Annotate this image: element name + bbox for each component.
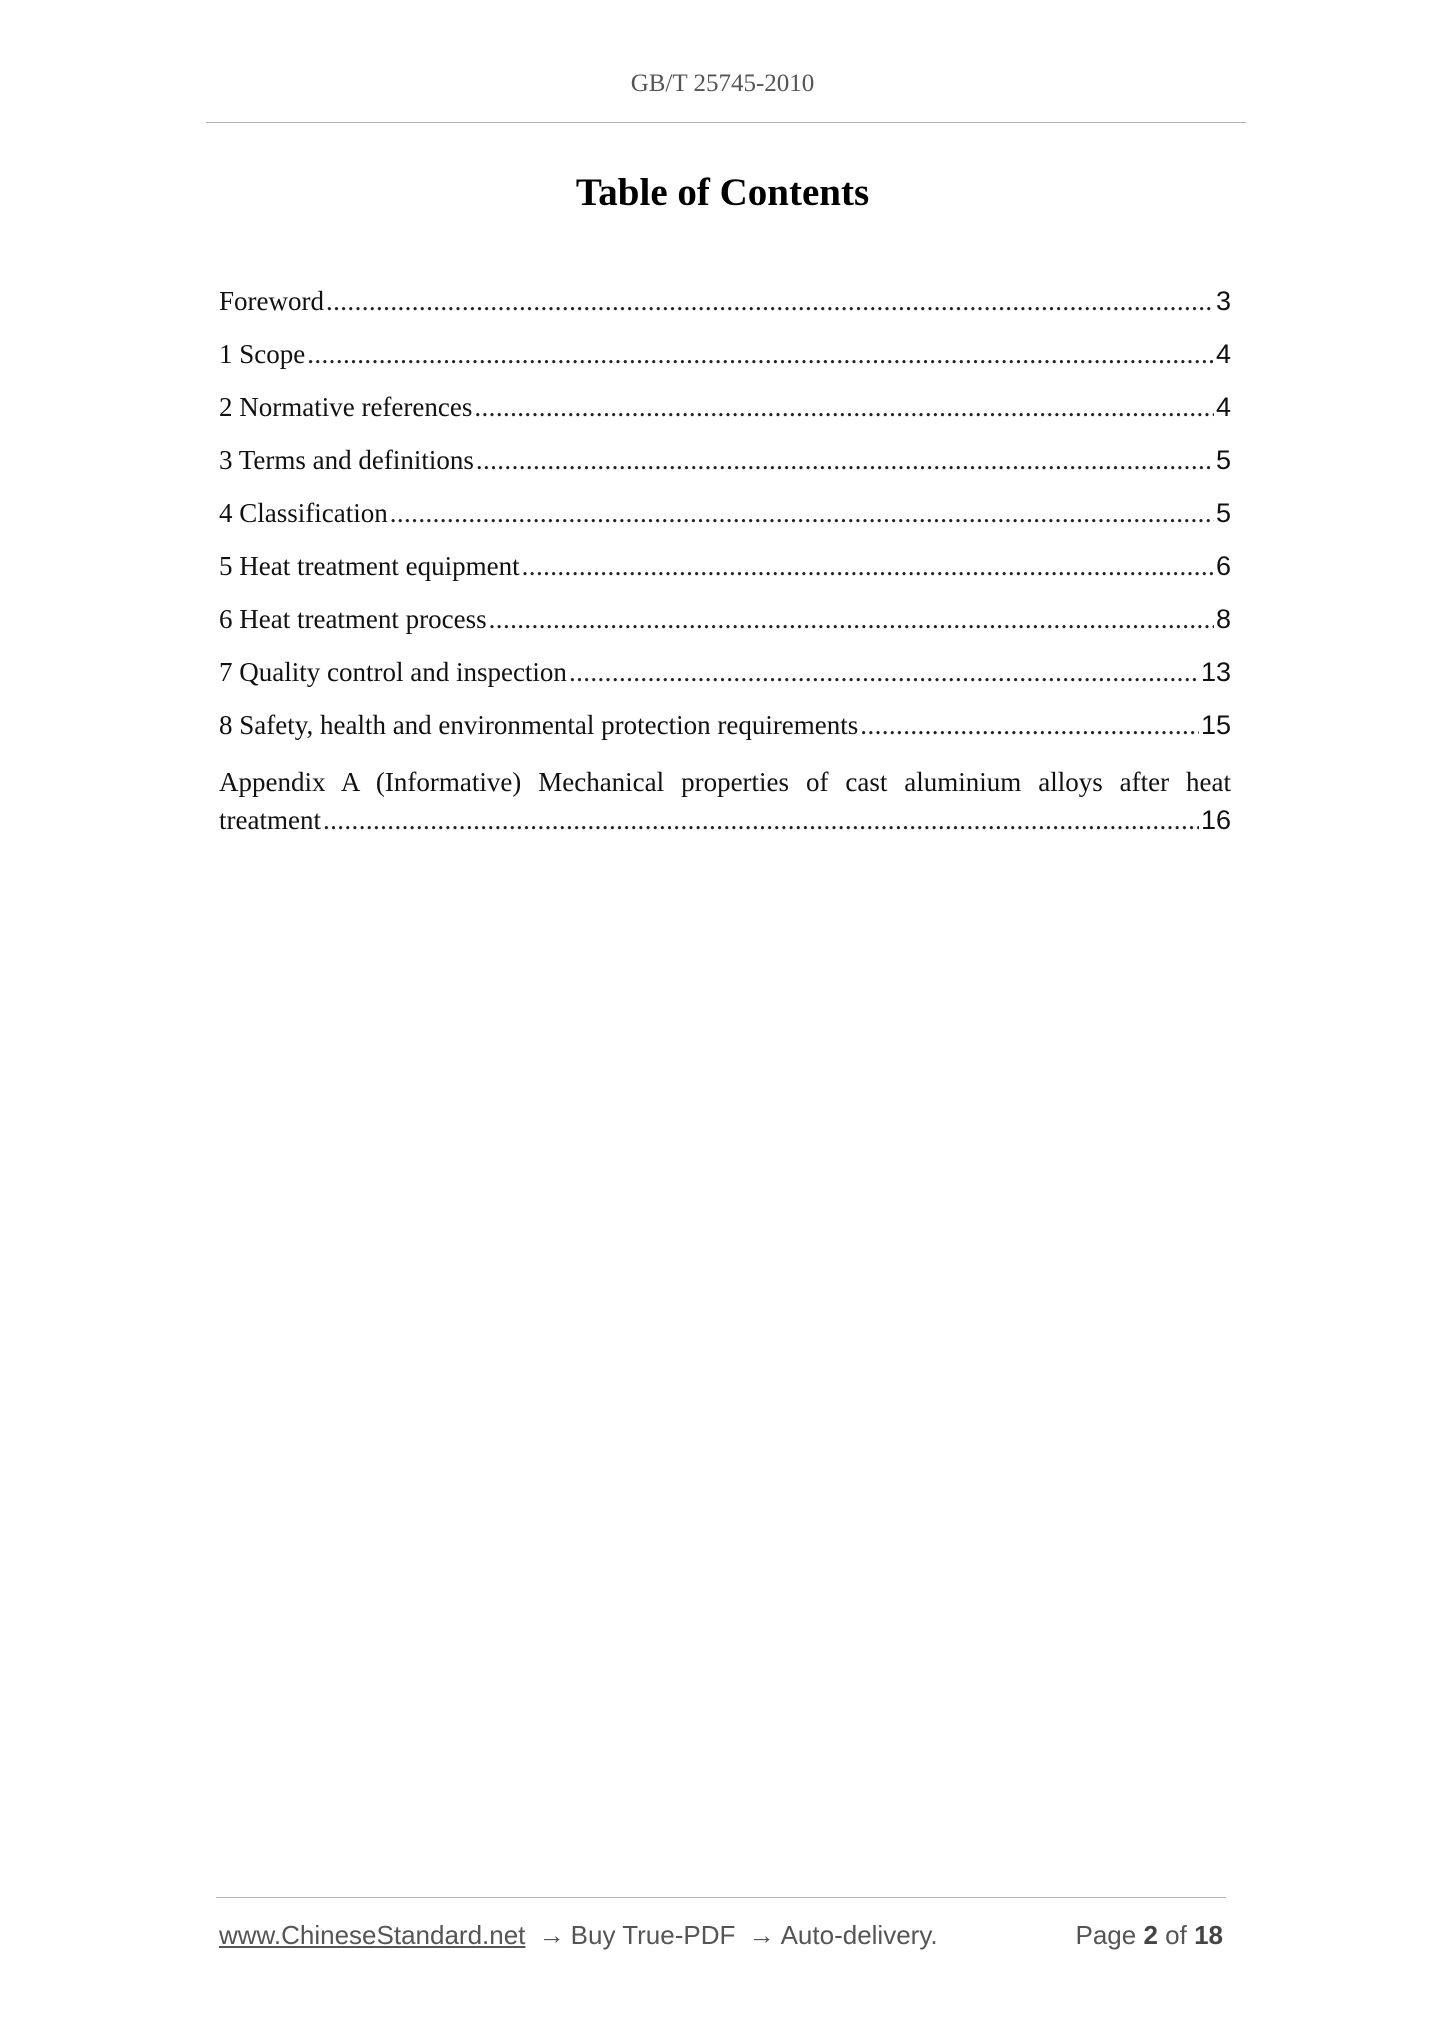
toc-entry-label: 2 Normative references [219, 392, 473, 422]
toc-entry-normative-references[interactable] [219, 392, 1231, 445]
toc-page-number: 6 [1215, 551, 1231, 581]
toc-entry-scope[interactable] [219, 339, 1231, 392]
toc-page-number: 4 [1215, 392, 1231, 422]
toc-entry-heat-treatment-process[interactable] [219, 604, 1231, 657]
toc-page-number: 5 [1215, 498, 1231, 528]
toc-dot-leader [390, 498, 1214, 529]
toc-entry-quality-control[interactable] [219, 657, 1231, 710]
arrow-right-icon: → [538, 1920, 565, 1950]
document-id: GB/T 25745-2010 [630, 70, 815, 97]
toc-entry-terms-and-definitions[interactable] [219, 445, 1231, 498]
toc-entry-label: 8 Safety, health and environmental protection requirements [219, 710, 859, 740]
toc-entry-label-continued: treatment [219, 805, 321, 835]
toc-entry-label: 3 Terms and definitions [219, 445, 474, 475]
page-footer [219, 1920, 1229, 1960]
toc-entry-foreword[interactable] [219, 286, 1231, 339]
current-page-number: 2 [1143, 1920, 1158, 1950]
page-title: Table of Contents [575, 171, 870, 214]
toc-dot-leader [326, 286, 1214, 317]
toc-entry-appendix-a[interactable] [219, 763, 1231, 839]
toc-entry-label: Appendix A (Informative) Mechanical properties of cast aluminium alloys after heat [219, 767, 1231, 797]
toc-dot-leader [307, 339, 1214, 370]
arrow-right-icon: → [748, 1920, 775, 1950]
toc-entry-label: 5 Heat treatment equipment [219, 551, 520, 581]
header-divider [206, 122, 1246, 123]
toc-dot-leader [323, 801, 1199, 839]
total-page-number: 18 [1194, 1920, 1223, 1950]
website-link[interactable]: www.ChineseStandard.net [219, 1920, 526, 1950]
toc-entry-label: 6 Heat treatment process [219, 604, 487, 634]
table-of-contents [219, 286, 1231, 839]
toc-entry-heat-treatment-equipment[interactable] [219, 551, 1231, 604]
toc-page-number: 5 [1215, 445, 1231, 475]
toc-page-number: 4 [1215, 339, 1231, 369]
document-header [0, 70, 1445, 98]
page-word: Page [1075, 1920, 1137, 1950]
toc-dot-leader [474, 392, 1214, 423]
toc-entry-label: 7 Quality control and inspection [219, 657, 567, 687]
toc-entry-safety-health-environment[interactable] [219, 710, 1231, 763]
toc-entry-label: Foreword [219, 286, 324, 316]
delivery-text: Auto-delivery. [780, 1920, 938, 1950]
toc-page-number: 13 [1200, 657, 1231, 687]
toc-entry-label: 4 Classification [219, 498, 388, 528]
toc-entry-continuation [219, 801, 1231, 839]
toc-dot-leader [489, 604, 1214, 635]
toc-dot-leader [522, 551, 1214, 582]
footer-promo [219, 1920, 938, 1951]
toc-page-number: 15 [1200, 710, 1231, 740]
toc-page-number: 16 [1200, 805, 1231, 835]
footer-divider [216, 1897, 1226, 1898]
toc-page-number: 3 [1215, 286, 1231, 316]
toc-entry-classification[interactable] [219, 498, 1231, 551]
page-counter [1075, 1920, 1223, 1951]
toc-page-number: 8 [1215, 604, 1231, 634]
toc-dot-leader [860, 710, 1199, 741]
toc-entry-label: 1 Scope [219, 339, 306, 369]
toc-dot-leader [476, 445, 1214, 476]
toc-dot-leader [569, 657, 1199, 688]
buy-text: Buy True-PDF [570, 1920, 736, 1950]
of-word: of [1165, 1920, 1187, 1950]
